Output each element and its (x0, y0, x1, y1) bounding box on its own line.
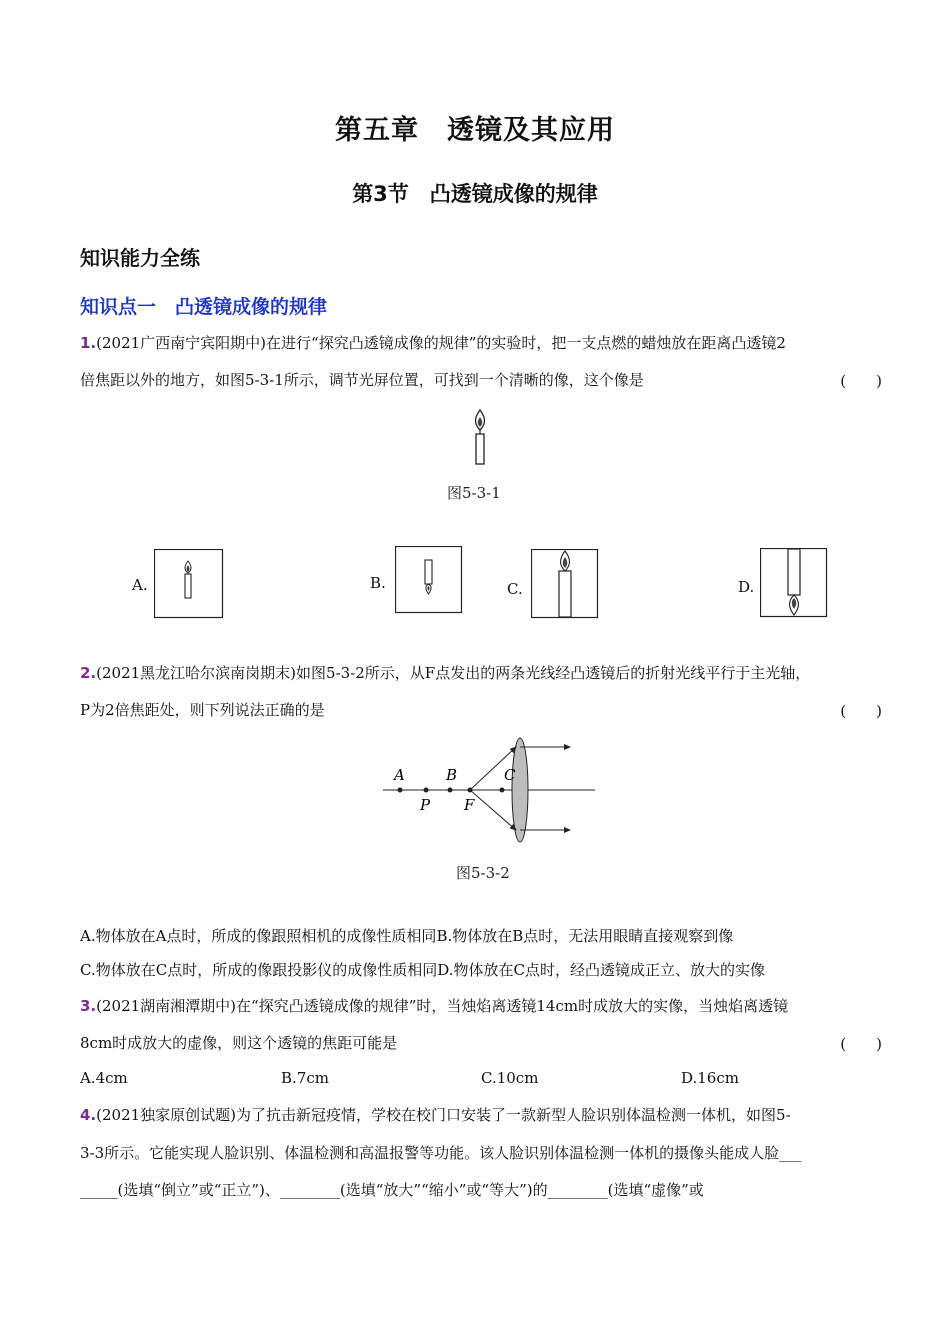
q2-text1: (2021黑龙江哈尔滨南岗期末)如图5-3-2所示，从F点发出的两条光线经凸透镜后的折射光线平行于主光轴， (96, 664, 811, 682)
q1-option-b-image[interactable] (395, 546, 463, 614)
q1-number: 1. (80, 334, 97, 352)
q4-number: 4. (80, 1106, 97, 1124)
q1-option-a-image[interactable] (154, 549, 224, 619)
q2-option-d[interactable]: D.物体放在C点时，经凸透镜成正立、放大的实像 (437, 961, 765, 979)
figure-5-3-1-candle (466, 408, 494, 468)
q1-option-b-label: B. (370, 574, 386, 592)
q4-text3: _____(选填“倒立”或“正立”)、________(选填“放大”“缩小”或“等大”)的________(选填“虚像”或 (80, 1181, 704, 1199)
q1-text2: 倍焦距以外的地方，如图5-3-1所示，调节光屏位置，可找到一个清晰的像，这个像是 (80, 371, 644, 389)
q3-line1 (80, 996, 788, 1016)
q2-option-c[interactable]: C.物体放在C点时，所成的像跟投影仪的成像性质相同 (80, 961, 438, 979)
figure-5-3-2-caption: 图5-3-2 (456, 864, 510, 882)
point-c (500, 788, 505, 793)
label-a: A (394, 766, 405, 784)
figure-5-3-1-caption: 图5-3-1 (447, 484, 501, 502)
label-b: B (446, 766, 458, 784)
label-p: P (420, 796, 431, 814)
q3-number: 3. (80, 997, 97, 1015)
q4-text1: (2021独家原创试题)为了抗击新冠疫情，学校在校门口安装了一款新型人脸识别体温检测一体机，如图5- (96, 1106, 791, 1124)
q2-option-a[interactable]: A.物体放在A点时，所成的像跟照相机的成像性质相同 (80, 927, 437, 945)
q1-option-c-label: C. (507, 580, 523, 598)
label-c: C (504, 766, 516, 784)
q4-line1 (80, 1105, 791, 1125)
q3-option-b[interactable]: B.7cm (281, 1069, 329, 1087)
q1-option-d-image[interactable] (760, 548, 828, 618)
q3-option-c[interactable]: C.10cm (481, 1069, 539, 1087)
q1-option-d-label: D. (738, 578, 755, 596)
q3-answer-bracket: ( ) (840, 1035, 882, 1053)
q2-option-b[interactable]: B.物体放在B点时，无法用眼睛直接观察到像 (436, 927, 734, 945)
point-f (468, 788, 473, 793)
point-p (424, 788, 429, 793)
q2-number: 2. (80, 664, 97, 682)
q2-text2: P为2倍焦距处，则下列说法正确的是 (80, 701, 325, 719)
q2-answer-bracket: ( ) (840, 702, 882, 720)
q1-answer-bracket: ( ) (840, 372, 882, 390)
section-title: 第3节 凸透镜成像的规律 (352, 182, 598, 206)
label-f: F (464, 796, 475, 814)
practice-heading: 知识能力全练 (80, 246, 200, 270)
q3-option-a[interactable]: A.4cm (80, 1069, 128, 1087)
chapter-title: 第五章 透镜及其应用 (335, 115, 615, 146)
q2-options-cd (80, 960, 765, 980)
q2-line1 (80, 663, 810, 683)
q4-text2: 3-3所示。它能实现人脸识别、体温检测和高温报警等功能。该人脸识别体温检测一体机的摄像头能成人脸___ (80, 1144, 802, 1162)
q1-option-a-label: A. (132, 576, 148, 594)
q2-options-ab (80, 926, 733, 946)
q3-option-d[interactable]: D.16cm (681, 1069, 739, 1087)
point-a (398, 788, 403, 793)
q1-text1: (2021广西南宁宾阳期中)在进行“探究凸透镜成像的规律”的实验时，把一支点燃的蜡烛放在距离凸透镜2 (96, 334, 786, 352)
q3-text1: (2021湖南湘潭期中)在“探究凸透镜成像的规律”时，当烛焰离透镜14cm时成放大的实像，当烛焰离透镜 (96, 997, 789, 1015)
figure-5-3-2-diagram (380, 735, 605, 845)
q1-line1 (80, 333, 786, 353)
point-b (448, 788, 453, 793)
knowledge-point-heading: 知识点一 凸透镜成像的规律 (80, 296, 328, 318)
q3-text2: 8cm时成放大的虚像，则这个透镜的焦距可能是 (80, 1034, 398, 1052)
q1-option-c-image[interactable] (531, 549, 599, 619)
